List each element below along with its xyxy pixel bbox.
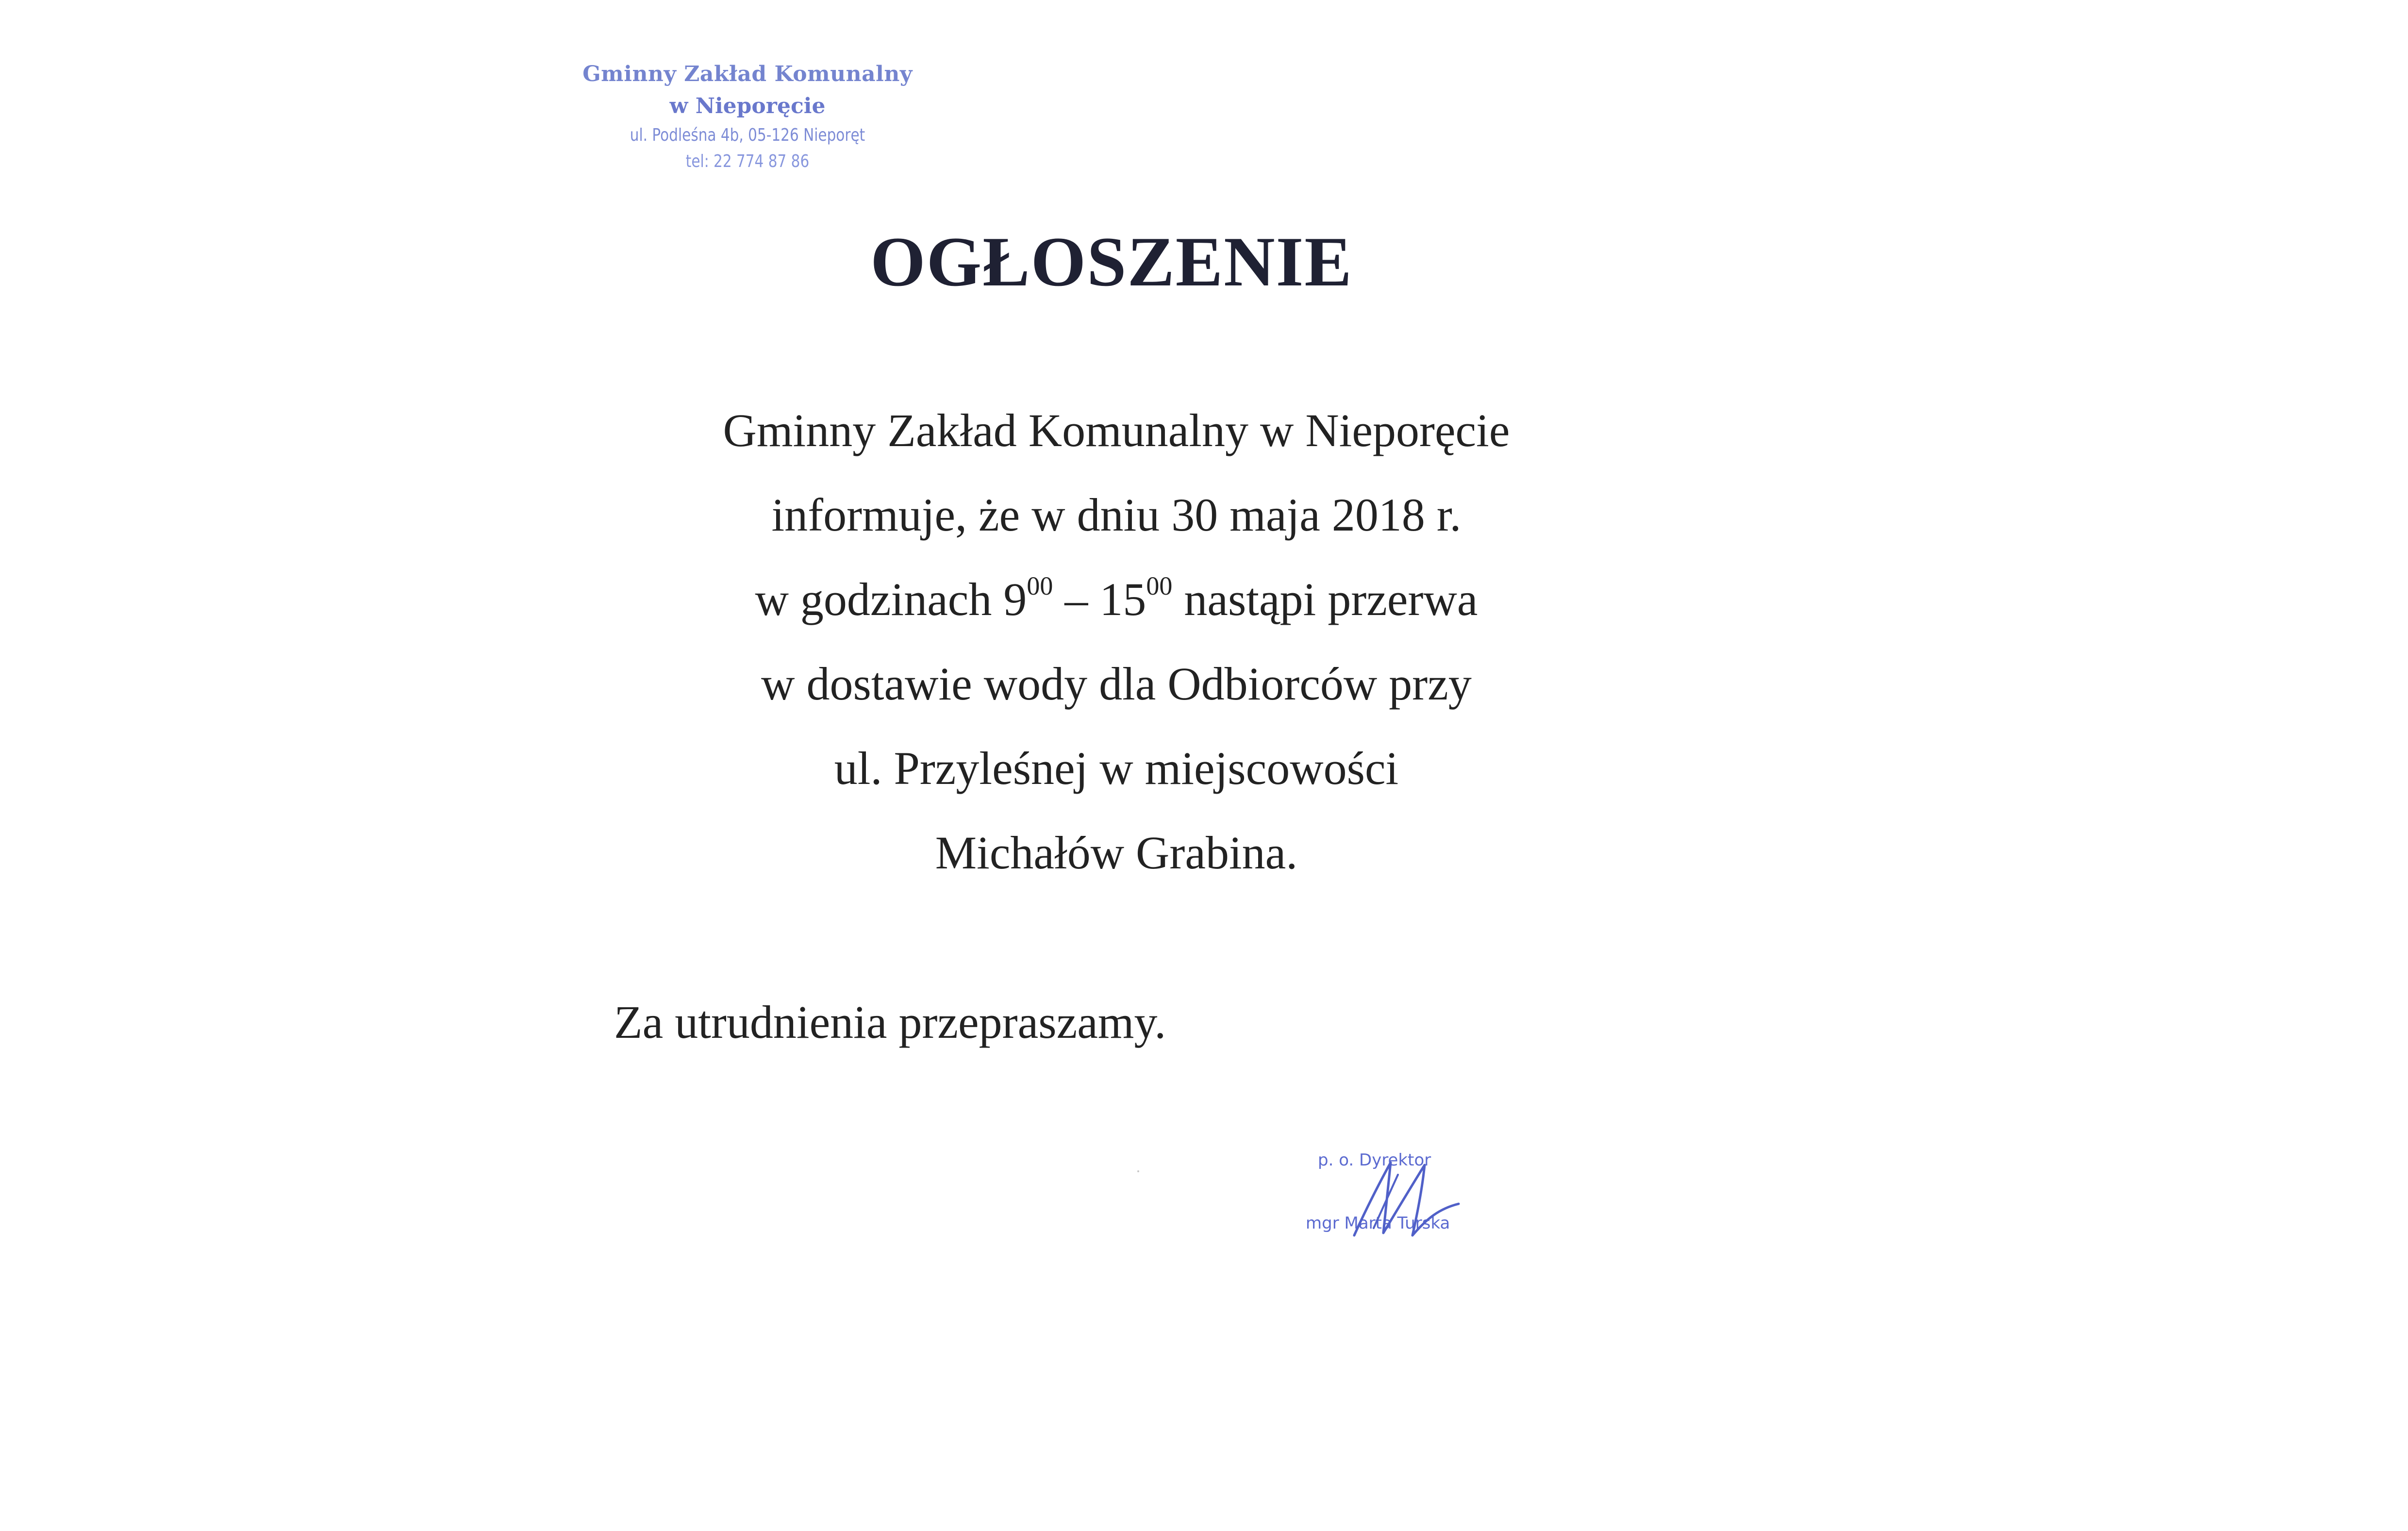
stamp-phone: tel: 22 774 87 86: [685, 151, 810, 171]
closing-apology: Za utrudnienia przepraszamy.: [614, 996, 1166, 1048]
letterhead-stamp: [573, 58, 922, 175]
body-line-3: [534, 557, 1699, 642]
start-minutes: 00: [1027, 571, 1053, 600]
end-hour: 15: [1099, 573, 1146, 625]
hours-prefix: w godzinach: [755, 573, 1004, 625]
body-line-2: informuje, że w dniu 30 maja 2018 r.: [771, 489, 1461, 541]
body-line-4: w dostawie wody dla Odbiorców przy: [761, 658, 1472, 710]
announcement-body: [534, 388, 1699, 895]
stamp-address: ul. Podleśna 4b, 05-126 Nieporęt: [630, 125, 865, 145]
scan-speck: [1137, 1170, 1139, 1172]
stamp-town: w Nieporęcie: [669, 94, 826, 118]
signature-name: mgr Marta Turska: [1306, 1214, 1450, 1233]
signature-role: p. o. Dyrektor: [1318, 1150, 1431, 1170]
body-line-6: Michałów Grabina.: [935, 827, 1298, 879]
end-minutes: 00: [1146, 571, 1173, 600]
stamp-organization-name: Gminny Zakład Komunalny: [582, 62, 913, 86]
hours-dash: –: [1053, 573, 1100, 625]
handwritten-signature: [1345, 1155, 1471, 1243]
hours-suffix: nastąpi przerwa: [1172, 573, 1478, 625]
body-line-5: ul. Przyleśnej w miejscowości: [834, 742, 1399, 794]
start-hour: 9: [1003, 573, 1027, 625]
document-title: OGŁOSZENIE: [870, 222, 1353, 301]
body-line-1: Gminny Zakład Komunalny w Nieporęcie: [723, 404, 1510, 456]
